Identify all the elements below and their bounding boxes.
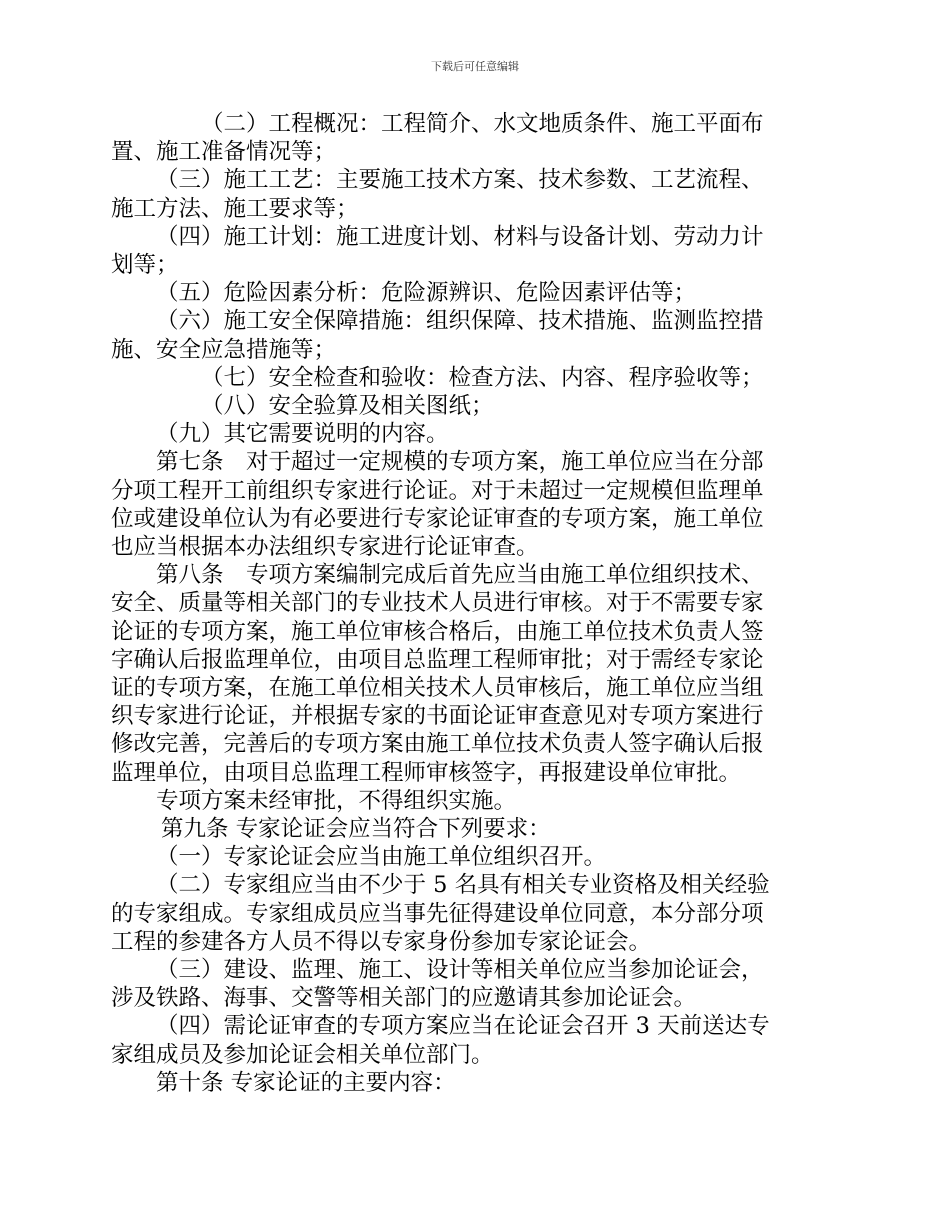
text-line: [111, 674, 764, 702]
text-line: [111, 251, 179, 279]
text-line: [111, 871, 770, 899]
page-header: 下载后可任意编辑: [431, 60, 519, 73]
paragraph-text: 监理单位，由项目总监理工程师审核签字，再报建设单位审批。: [111, 759, 742, 786]
text-line: [111, 702, 764, 730]
paragraph-text: 第十条 专家论证的主要内容：: [156, 1069, 456, 1096]
highlighted-text: 划等；: [111, 252, 179, 278]
paragraph-text: 也应当根据本办法组织专家进行论证审查。: [111, 534, 539, 560]
paragraph-text: 第九条 专家论证会应当符合下列要求：: [161, 816, 551, 842]
text-line: [111, 392, 494, 420]
highlighted-text: 施、安全应急措施等；: [111, 336, 337, 363]
paragraph-text: 位或建设单位认为有必要进行专家论证审查的专项方案，施工单位: [111, 505, 764, 532]
text-line: [111, 195, 359, 223]
paragraph-text: 织专家进行论证，并根据专家的书面论证审查意见对专项方案进行: [111, 703, 764, 730]
paragraph-text: （三）建设、监理、施工、设计等相关单位应当参加论证会，: [156, 957, 764, 983]
text-line: [111, 138, 336, 166]
highlighted-text: （八）安全验算及相关图纸；: [201, 393, 494, 419]
highlighted-text: （二）工程概况：工程简介、水文地质条件、施工平面布: [201, 111, 764, 137]
paragraph-text: 涉及铁路、海事、交警等相关部门的应邀请其参加论证会。: [111, 985, 697, 1012]
highlighted-text: （六）施工安全保障措施：组织保障、技术措施、监测监控措: [156, 308, 764, 335]
highlighted-text: （九）其它需要说明的内容。: [156, 421, 449, 448]
paragraph-text: （四）需论证审查的专项方案应当在论证会召开 3 天前送达专: [156, 1013, 770, 1040]
text-line: [111, 166, 764, 194]
paragraph-text: 字确认后报监理单位，由项目总监理工程师审批；对于需经专家论: [111, 646, 764, 673]
paragraph-text: 工程的参建各方人员不得以专家身份参加专家论证会。: [111, 928, 652, 955]
text-line: [111, 815, 551, 843]
text-line: [111, 900, 764, 928]
text-line: [111, 618, 764, 646]
text-line: [111, 984, 696, 1012]
text-line: [111, 589, 764, 617]
text-line: [111, 533, 539, 561]
text-line: [111, 1041, 494, 1069]
highlighted-text: 施工方法、施工要求等；: [111, 195, 359, 222]
text-line: [111, 448, 764, 476]
text-line: [111, 730, 764, 758]
text-line: [111, 843, 606, 871]
paragraph-text: 家组成员及参加论证会相关单位部门。: [111, 1041, 494, 1068]
paragraph-text: 证的专项方案，在施工单位相关技术人员审核后，施工单位应当组: [111, 675, 764, 701]
text-line: [111, 477, 764, 505]
text-line: [111, 646, 764, 674]
paragraph-text: 分项工程开工前组织专家进行论证。对于未超过一定规模但监理单: [111, 477, 764, 504]
text-line: [111, 759, 741, 787]
text-line: [111, 561, 764, 589]
paragraph-text: 第八条 专项方案编制完成后首先应当由施工单位组织技术、: [156, 562, 764, 589]
paragraph-text: 论证的专项方案，施工单位审核合格后，由施工单位技术负责人签: [111, 618, 764, 645]
paragraph-text: （一）专家论证会应当由施工单位组织召开。: [156, 844, 607, 871]
text-line: [111, 928, 651, 956]
paragraph-text: （二）专家组应当由不少于 5 名具有相关专业资格及相关经验: [156, 872, 770, 899]
paragraph-text: 的专家组成。专家组成员应当事先征得建设单位同意，本分部分项: [111, 900, 764, 927]
paragraph-text: 安全、质量等相关部门的专业技术人员进行审核。对于不需要专家: [111, 590, 764, 617]
text-line: [111, 956, 764, 984]
text-line: [111, 336, 336, 364]
text-line: [111, 1012, 770, 1040]
text-line: [111, 279, 696, 307]
paragraph-text: 第七条 对于超过一定规模的专项方案，施工单位应当在分部: [156, 449, 764, 476]
paragraph-text: 专项方案未经审批，不得组织实施。: [156, 787, 517, 814]
text-line: [111, 787, 516, 815]
text-line: [111, 505, 764, 533]
text-line: [111, 307, 764, 335]
highlighted-text: 置、施工准备情况等；: [111, 139, 337, 166]
highlighted-text: （三）施工工艺：主要施工技术方案、技术参数、工艺流程、: [156, 167, 764, 194]
text-line: [111, 420, 449, 448]
highlighted-text: （五）危险因素分析：危险源辨识、危险因素评估等；: [156, 280, 697, 307]
text-line: [111, 364, 764, 392]
highlighted-text: （四）施工计划：施工进度计划、材料与设备计划、劳动力计: [156, 223, 764, 250]
paragraph-text: 修改完善，完善后的专项方案由施工单位技术负责人签字确认后报: [111, 731, 764, 758]
text-line: [111, 110, 764, 138]
text-line: [111, 223, 764, 251]
highlighted-text: （七）安全检查和验收：检查方法、内容、程序验收等；: [201, 364, 764, 391]
text-line: [111, 1069, 456, 1097]
